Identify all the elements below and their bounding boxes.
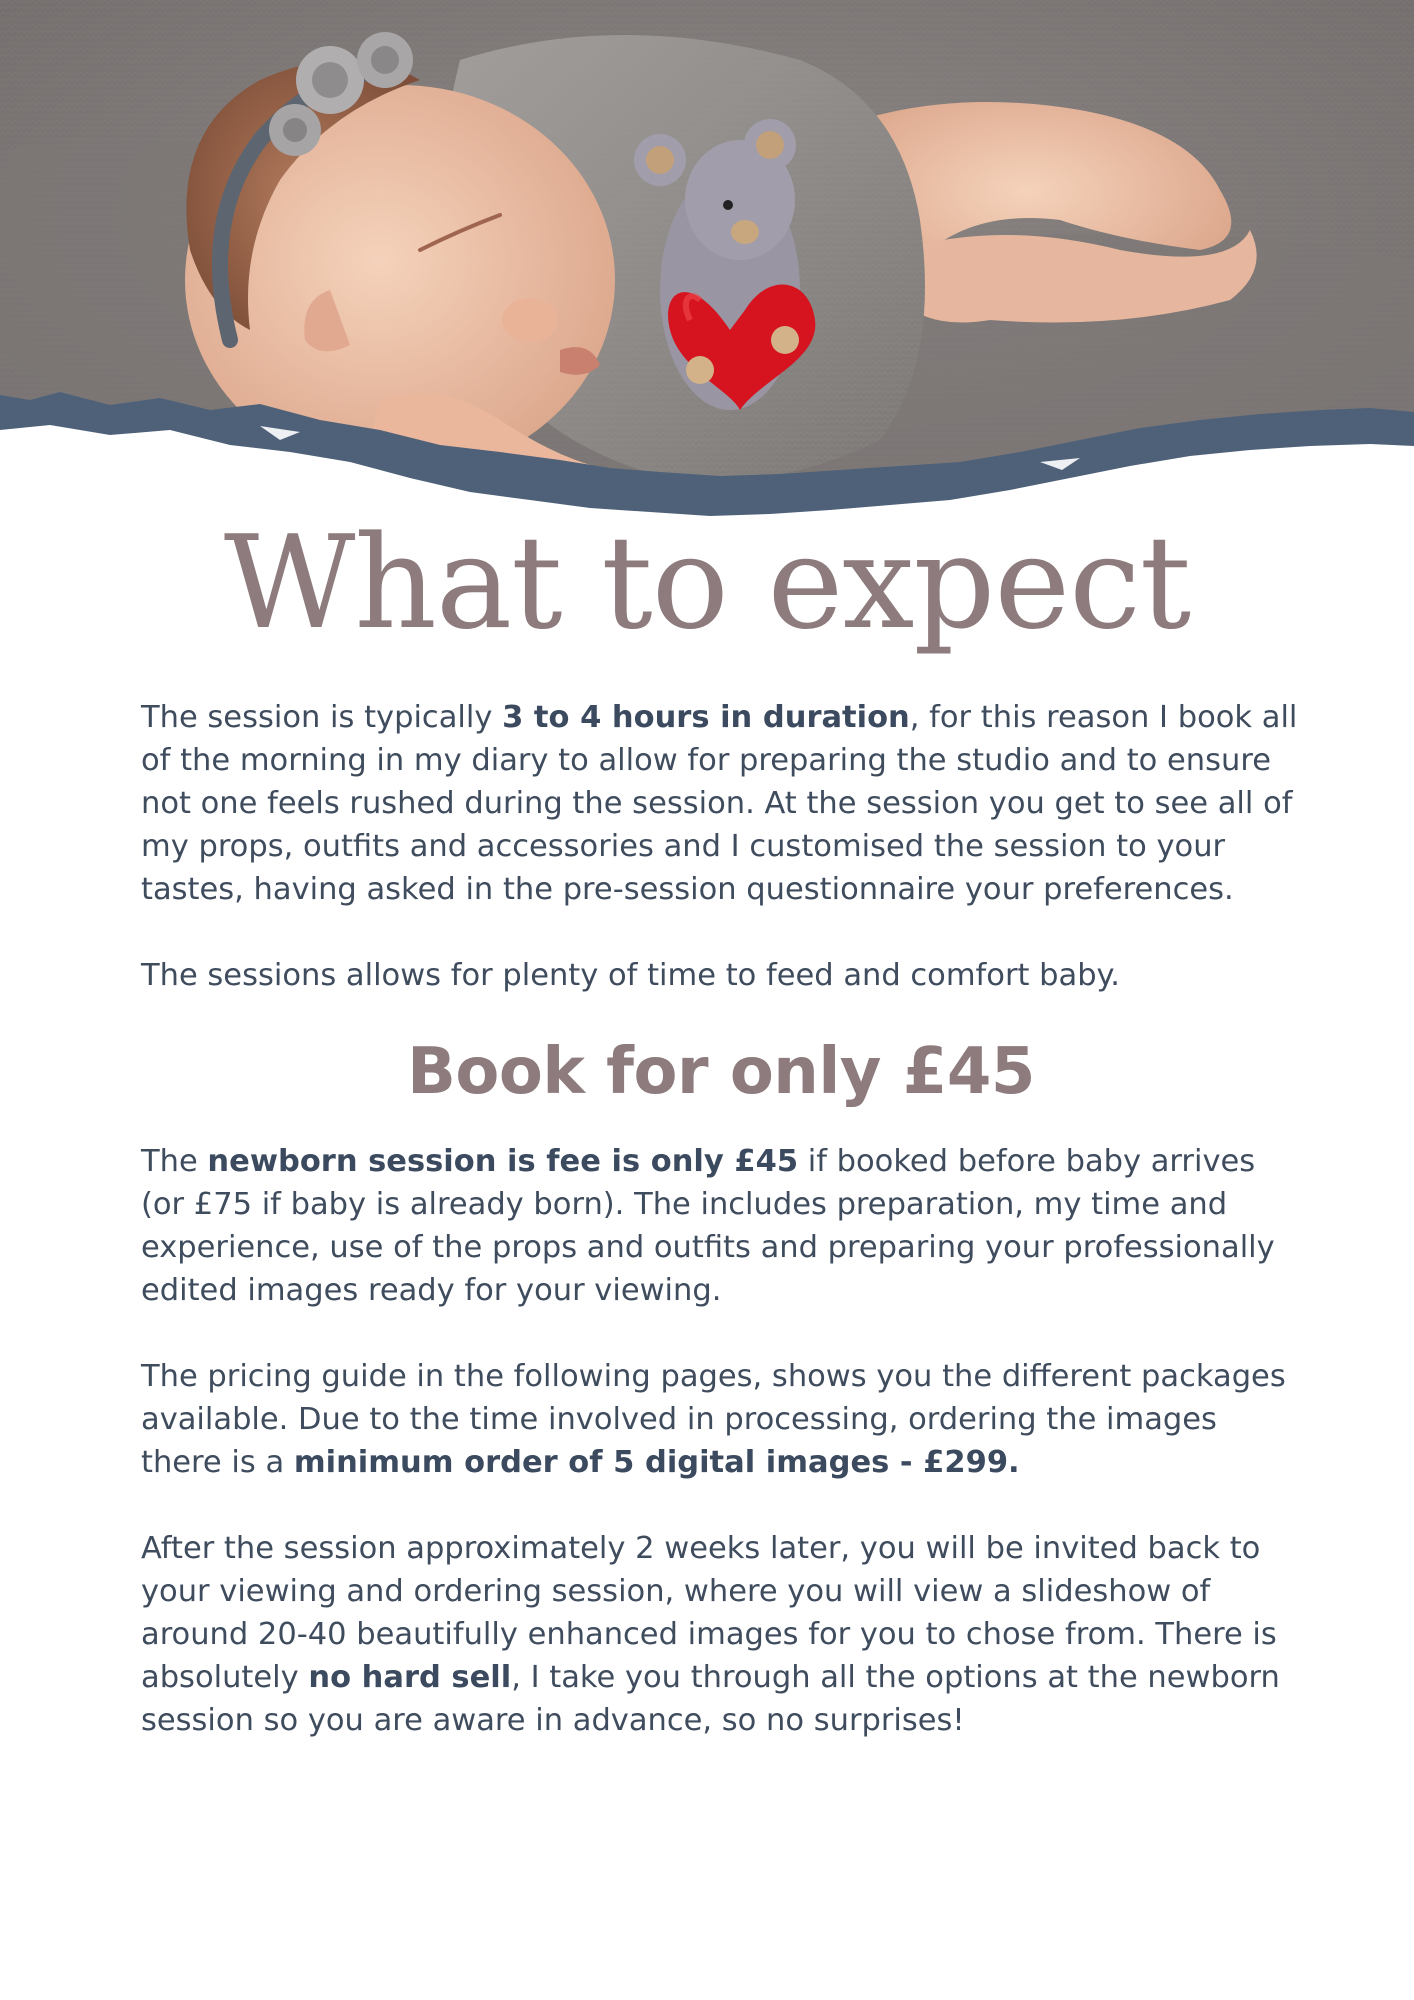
- paragraph-fee: The newborn session is fee is only £45 if booked before baby arrives (or £75 if baby is already born). The includes preparation, my time and experience, use of the props and outfits and preparing your professionally edited images ready for your viewing.: [141, 1144, 1275, 1308]
- content-body: [141, 696, 1301, 1785]
- paragraph-feeding: The sessions allows for plenty of time to feed and comfort baby.: [141, 958, 1120, 993]
- page-title: What to expect: [223, 509, 1191, 658]
- paragraph-session-duration: The session is typically 3 to 4 hours in duration, for this reason I book all of the morning in my diary to allow for preparing the studio and to ensure not one feels rushed during the session. At the session you get to see all of my props, outfits and accessories and I customised the session to your tastes, having asked in the pre-session questionnaire your preferences.: [141, 700, 1298, 907]
- paragraph-viewing: After the session approximately 2 weeks later, you will be invited back to your viewing and ordering session, where you will view a slideshow of around 20-40 beautifully enhanced images for you to chose from. There is absolutely no hard sell, I take you through all the options at the newborn session so you are aware in advance, so no surprises!: [141, 1531, 1280, 1738]
- bold-minimum-order: minimum order of 5 digital images - £299.: [293, 1445, 1020, 1480]
- booking-heading: Book for only £45: [407, 1035, 1035, 1109]
- hero-photo: [0, 0, 1414, 540]
- bold-duration: 3 to 4 hours in duration: [502, 700, 910, 735]
- bold-fee: newborn session is fee is only £45: [207, 1144, 799, 1179]
- paragraph-pricing: The pricing guide in the following pages, shows you the different packages available. Due to the time involved in processing, ordering the images there is a minimum order of 5 digital images - £299.: [141, 1359, 1286, 1480]
- bold-no-hard-sell: no hard sell: [308, 1660, 512, 1695]
- newborn-photo-icon: [0, 0, 1414, 540]
